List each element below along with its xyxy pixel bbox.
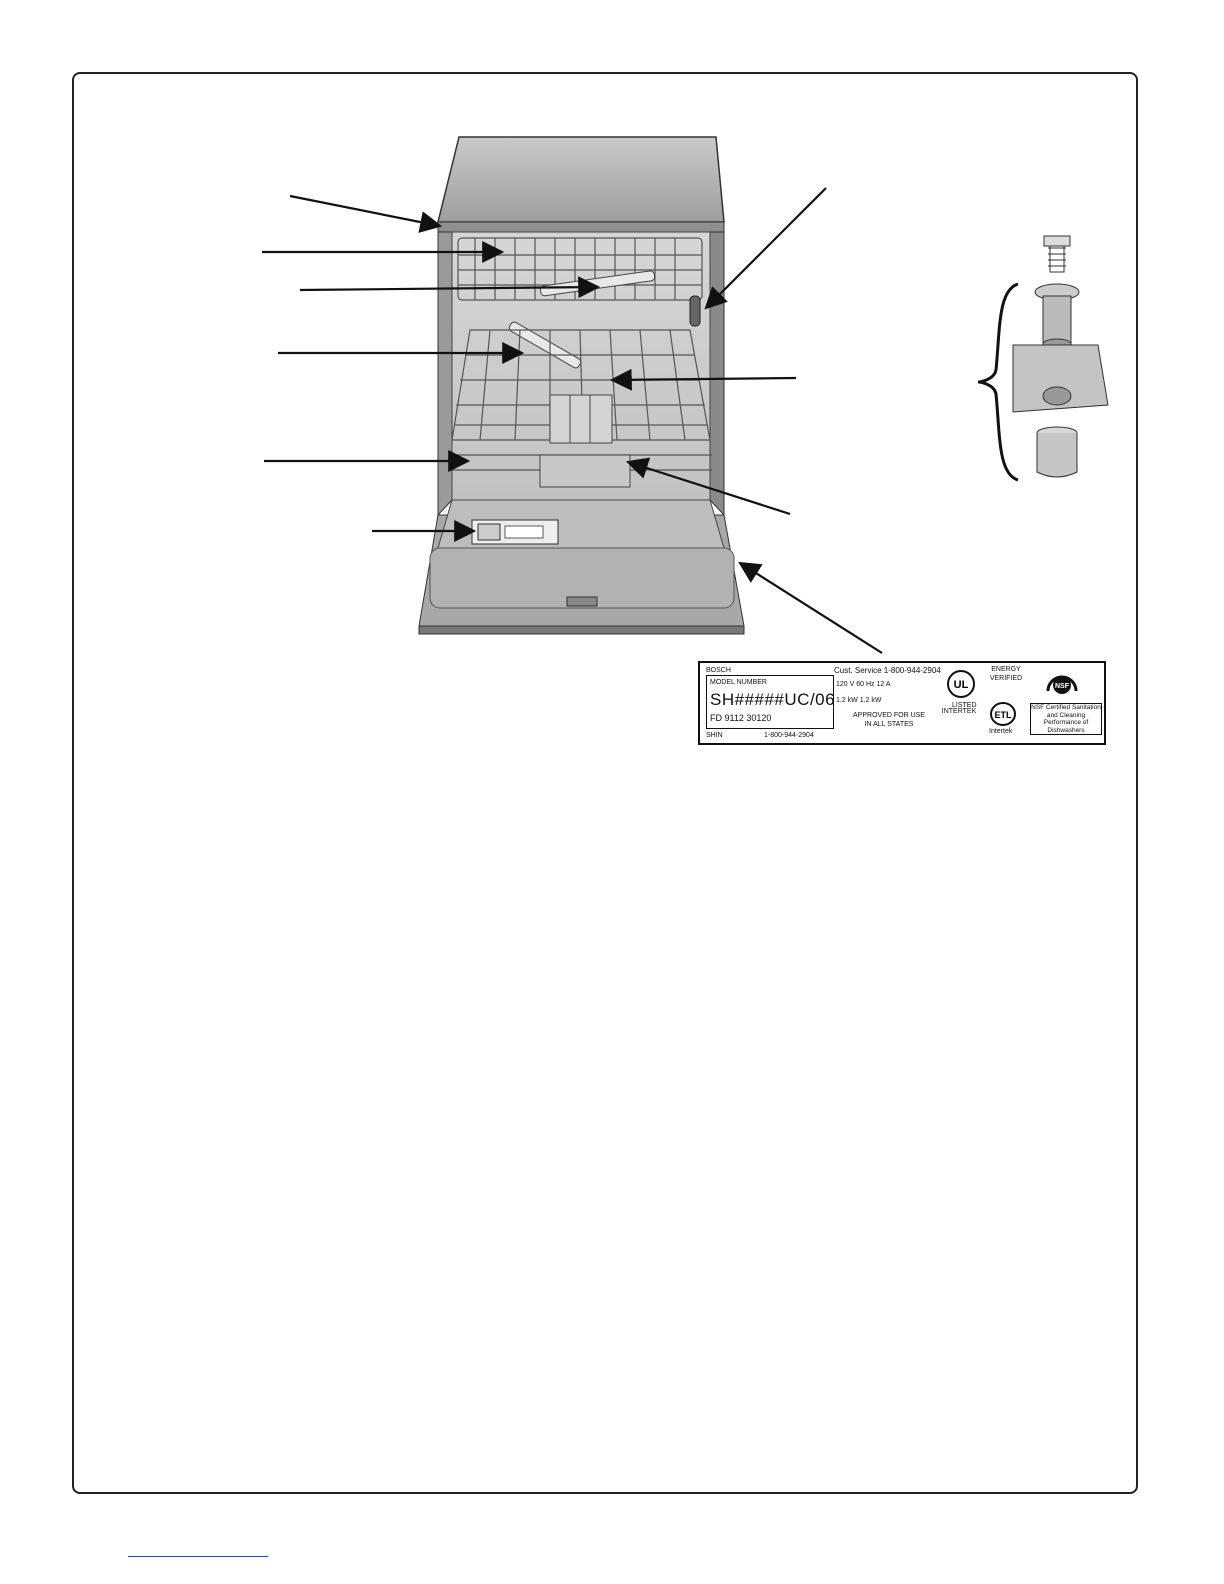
callout-arrow-10 (740, 563, 882, 653)
electrical-spec-2: 1.2 kW 1.2 kW (836, 697, 882, 704)
nsf-certification-text: NSF Certified Sanitation and Cleaning Performance of Dishwashers (1031, 704, 1101, 734)
model-number-box (706, 675, 834, 729)
rating-plate-brand: BOSCH (706, 667, 731, 674)
rating-plate-footnote-left: SHIN (706, 732, 723, 739)
detergent-dispenser (472, 520, 558, 544)
filter-assembly-icon (978, 236, 1108, 480)
approval-text: APPROVED FOR USE IN ALL STATES (853, 712, 925, 728)
customer-service-line: Cust. Service 1-800-944-2904 (834, 666, 941, 675)
etl-label: Intertek (989, 728, 1013, 735)
nsf-logo-icon (1044, 667, 1080, 695)
energy-verified-text: ENERGY VERIFIED (989, 666, 1023, 682)
model-number-label: MODEL NUMBER (710, 679, 767, 686)
rating-plate (698, 661, 1106, 745)
etl-logo-icon (989, 701, 1017, 727)
ul-listed-label: LISTED (952, 702, 977, 709)
svg-text:ETL: ETL (994, 710, 1012, 720)
rating-plate-footnote-mid: 1-800-944-2904 (764, 732, 814, 739)
model-number: SH#####UC/06 (710, 690, 836, 709)
svg-text:NSF: NSF (1055, 683, 1069, 690)
dishwasher-door (419, 500, 744, 634)
svg-text:UL: UL (953, 679, 969, 691)
ul-logo-icon (946, 669, 976, 699)
footer-link-underline (128, 1556, 268, 1557)
electrical-spec-1: 120 V 60 Hz 12 A (836, 681, 891, 688)
fd-number: FD 9112 30120 (710, 713, 772, 723)
door-latch (690, 296, 700, 326)
callout-arrow-1 (290, 196, 440, 226)
intertek-text: INTERTEK (941, 708, 977, 715)
